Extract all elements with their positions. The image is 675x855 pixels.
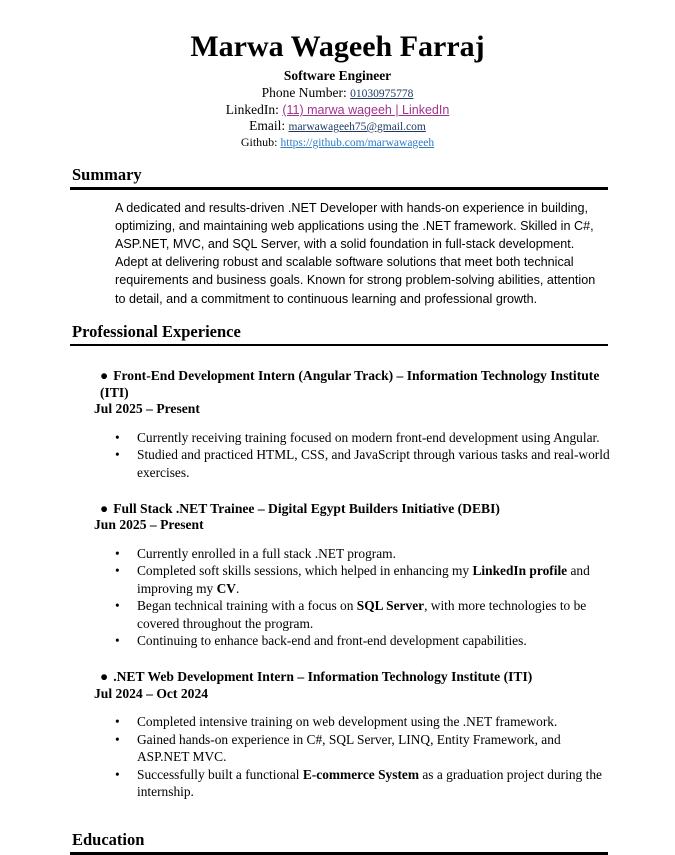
job-bullet-icon: ● [100,500,109,516]
phone-label: Phone Number: [261,85,347,100]
job-dates: Jul 2024 – Oct 2024 [94,685,209,701]
duty-bullet-icon: • [115,429,120,445]
duty-text: as a graduation project during the internship. [137,766,602,799]
duty-bullet-icon: • [115,632,120,648]
job-duty-item [115,713,610,730]
experience-job [0,669,675,800]
job-duty-list [0,545,610,649]
job-bullet-icon: ● [100,669,109,685]
job-title-line [100,368,610,401]
duty-text: Continuing to enhance back-end and front-end development capabilities. [137,632,527,648]
duty-emphasis-text: CV [216,580,236,596]
phone-link[interactable]: 01030975778 [350,88,414,100]
job-duty-item [115,597,610,632]
duty-bullet-icon: • [115,563,120,579]
section-professional-experience [0,322,675,801]
duty-emphasis-text: E-commerce System [302,766,420,782]
duty-bullet-icon: • [115,714,120,730]
duty-bullet-icon: • [115,766,120,782]
job-title-line [100,669,610,686]
contact-linkedin-line [0,102,675,118]
duty-text: Studied and practiced HTML, CSS, and JavaScript through various tasks and real-world exercises. [137,447,610,480]
job-duty-item [115,562,610,597]
job-duty-item [115,731,610,766]
summary-heading: Summary [72,165,142,184]
candidate-job-title: Software Engineer [283,68,392,83]
job-dates: Jul 2025 – Present [94,401,200,417]
job-duty-item [115,429,610,446]
contact-github-line [0,135,675,151]
section-education [0,830,675,855]
duty-text: Completed intensive training on web development using the .NET framework. [137,714,558,730]
candidate-name: Marwa Wageeh Farraj [190,30,485,63]
job-dates: Jun 2025 – Present [94,517,204,533]
resume-header [0,0,675,151]
experience-heading: Professional Experience [72,321,241,341]
experience-job [0,368,675,481]
duty-text: Currently receiving training focused on modern front-end development using Angular. [137,429,600,445]
duty-bullet-icon: • [115,545,120,561]
job-title-text: Front-End Development Intern (Angular Track) – Information Technology Institute (ITI) [100,368,600,400]
duty-text: Gained hands-on experience in C#, SQL Server, LINQ, Entity Framework, and ASP.NET MVC. [137,731,561,765]
duty-bullet-icon: • [115,598,120,614]
duty-text: Currently enrolled in a full stack .NET program. [137,545,396,561]
duty-emphasis-text: SQL Server [356,598,425,614]
duty-emphasis-text: LinkedIn profile [472,563,568,579]
email-link[interactable]: marwawageeh75@gmail.com [288,121,426,133]
summary-heading-rule [70,187,608,190]
github-label: Github: [240,135,278,149]
duty-bullet-icon: • [115,447,120,463]
contact-email-line [0,118,675,135]
duty-text: . [235,580,240,596]
job-title-text: .NET Web Development Intern – Information Technology Institute (ITI) [113,669,533,685]
duty-text: , with more technologies to be covered throughout the program. [137,598,587,631]
linkedin-label: LinkedIn: [225,102,279,117]
job-title-line [100,501,610,518]
job-duty-list [0,429,610,481]
job-duty-item [115,446,610,481]
job-duty-item [115,766,610,801]
education-heading: Education [72,830,145,850]
job-duty-list [0,713,610,800]
experience-heading-rule [70,344,608,347]
duty-bullet-icon: • [115,731,120,747]
job-duty-item [115,545,610,562]
email-label: Email: [249,118,286,133]
job-duty-item [115,632,610,649]
contact-phone-line [0,85,675,102]
duty-text: Began technical training with a focus on [137,598,357,614]
experience-job [0,501,675,649]
duty-text: Completed soft skills sessions, which helped in enhancing my [137,563,473,579]
github-link[interactable]: https://github.com/marwawageeh [280,137,435,149]
linkedin-link[interactable]: (11) marwa wageeh | LinkedIn [282,103,450,117]
job-bullet-icon: ● [100,368,109,384]
experience-job-list [0,368,675,800]
duty-text: Successfully built a functional [137,766,303,782]
section-summary [0,165,675,308]
duty-text: and improving my [137,563,590,596]
job-title-text: Full Stack .NET Trainee – Digital Egypt Builders Initiative (DEBI) [113,500,500,516]
summary-body: A dedicated and results-driven .NET Developer with hands-on experience in building, optimizing, and maintaining web applications using the .NET framework. Skilled in C#, ASP.NET, MVC, and SQL Server, with a solid foundation in full-stack development. Adept at delivering robust and scalable software solutions that meet both technical requirements and business goals. Known for strong problem-solving abilities, attention to detail, and a commitment to continuous learning and professional growth. [115,200,596,306]
